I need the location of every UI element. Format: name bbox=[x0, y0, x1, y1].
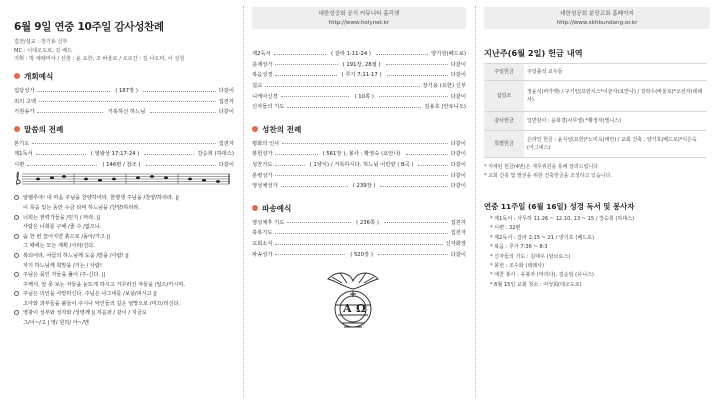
column-divider bbox=[475, 6, 476, 398]
section-bullet-icon bbox=[14, 73, 20, 79]
psalm-line: 주께서, 앞 못 보는 자들을 눈뜨게 하시고 거꾸러진 자들을 /일으/키시며, bbox=[23, 281, 185, 288]
list-item: * 신자들의 기도 : 김태우 (암브로스) bbox=[490, 253, 571, 260]
order-row: 신자들의 기도 김용호 (안토니오) bbox=[252, 104, 466, 111]
circle-marker-icon bbox=[14, 253, 19, 258]
offering-category: 주일헌금 bbox=[484, 64, 524, 81]
list-item: * 제1독서 : 사무하 11:26 ~ 12:10, 13 ~ 15 / 강승희 (하대스) bbox=[490, 216, 635, 222]
officiant-line: MC : 이대오도로, 김 베드 bbox=[14, 47, 73, 54]
psalm-line: 복되어라, 야곱의 하느님께 도움 /받을 /사람! || bbox=[14, 252, 234, 262]
schedule-title: 연중 11주일 (6월 16일) 성경 독서 및 봉사자 bbox=[484, 202, 635, 211]
section-bullet-icon bbox=[14, 126, 20, 132]
svg-text:A: A bbox=[343, 301, 352, 315]
offering-table bbox=[484, 63, 706, 158]
holynet-banner[interactable] bbox=[252, 7, 466, 29]
circle-marker-icon bbox=[14, 195, 19, 200]
order-row: 본기도 집전자 bbox=[14, 140, 234, 147]
order-row: 분병성가 다같이 bbox=[252, 172, 466, 179]
offering-category: 십일조 bbox=[484, 81, 524, 112]
banner-url[interactable]: http://www.skhbundang.or.kr bbox=[556, 19, 638, 26]
table-row bbox=[484, 112, 706, 131]
order-row: 시편 ( 146편 / 창조 ) 다같이 bbox=[14, 162, 234, 169]
banner-title: 대한성공회 공식 커뮤니티 홀리넷 bbox=[318, 11, 400, 17]
section-bullet-icon bbox=[252, 126, 258, 132]
offering-detail: 은라인 헌금 : 윤지성(요한)*노미옥(애린) / 교회 건축 : 양기호(베드로)*이은숙(아그네스) bbox=[524, 131, 706, 158]
alpha-omega-emblem-icon bbox=[320, 265, 386, 331]
section-heading: 말씀의 전례 bbox=[14, 124, 234, 135]
bulletin-column-2 bbox=[252, 0, 466, 403]
section-heading: 성찬의 전례 bbox=[252, 124, 466, 135]
order-row: 니케아신경 ( 10쪽 ) 다같이 bbox=[252, 93, 466, 100]
psalm-line: 그 때에는 모든 계획 /사라/진다. bbox=[23, 243, 95, 250]
psalm-line: 영광이 성부와 성자와 /성령께 || 처음과 / 같이 / 지금도 bbox=[14, 309, 234, 319]
offering-category: 감사헌금 bbox=[484, 112, 524, 131]
bulletin-column-3 bbox=[484, 0, 710, 403]
circle-marker-icon bbox=[14, 291, 19, 296]
bulletin-column-1 bbox=[14, 0, 234, 403]
list-item: * 6월 15일 교회 청소 : 여성회(데오도로) bbox=[490, 281, 582, 288]
order-row: 복음성경 ( 루가 7:11-17 ) 다같이 bbox=[252, 72, 467, 79]
service-title: 6월 9일 연중 10주일 감사성찬례 bbox=[14, 21, 164, 33]
table-row bbox=[484, 131, 706, 158]
table-row bbox=[484, 64, 706, 81]
psalm-line: 알렐루야! 내 마음 주님을 찬양하여라. 한평생 주님을 /찬양/하리라. || bbox=[14, 194, 234, 204]
offering-notes bbox=[484, 163, 710, 180]
circle-marker-icon bbox=[14, 234, 19, 239]
psalm-chant-notation bbox=[14, 171, 232, 187]
order-row: 성찬기도 ( 1양식) / 거룩하시다. 하느님 어린양 ( B곡 ) 다같이 bbox=[252, 162, 466, 169]
psalm-line: 이 목숨 있는 동안 수금 타며 하느님을 /찬양/하리라. bbox=[23, 204, 140, 211]
note-line: * 지체된 헌금(4번)은 재무위원을 통해 알려드립니다. bbox=[484, 164, 600, 170]
order-row: 파송성가 ( 520장 ) 다같이 bbox=[252, 251, 466, 258]
service-officiants bbox=[14, 38, 234, 64]
section-heading: 개회예식 bbox=[14, 71, 234, 82]
order-row: 영성체후 기도 ( 236쪽 ) 집전자 bbox=[252, 219, 467, 226]
offering-detail: 정윤석(마가렛) / 구기일(프란시스*이균자(요안나) / 김락수(바울로)*오선자(데레사) bbox=[524, 81, 706, 112]
circle-marker-icon bbox=[14, 272, 19, 277]
list-item: * 복음 : 루가 7:36 ~ 8:3 bbox=[490, 244, 548, 251]
order-row: 제2독서 ( 갈라 1:11-24 ) 양기원(베드로) bbox=[252, 51, 467, 58]
circle-marker-icon bbox=[14, 215, 19, 220]
offering-detail: 일반감사 : 윤희경(사무엘) *황정자(엘니스) bbox=[524, 112, 706, 131]
psalm-line: 주님은 의인을 사랑하신다. 주님은 나그네를 /보살/피시고 || bbox=[14, 290, 234, 300]
psalm-line: 그/이~/고 | 영/ 원히/ 아~/멘 bbox=[23, 320, 89, 327]
order-row: 설교 장기용 (요한) 신부 bbox=[252, 83, 466, 90]
order-row: 죄의 고백 집전자 bbox=[14, 98, 234, 105]
offering-detail: 주일출석 교우들 bbox=[524, 64, 706, 81]
banner-title: 대한성공회 분당교회 홈페이지 bbox=[560, 11, 634, 17]
psalm-line: 고아와 과부들을 붙들어 주시나 악인들의 길은 엉망으로 /미끄/리신다. bbox=[23, 300, 180, 307]
order-row: 봉헌성가 ( 561장 ), 봉사 : 황영숙 (요안나) 다같이 bbox=[252, 151, 467, 158]
column-divider bbox=[243, 6, 244, 398]
psalm-line: 주님은 묶인 자들을 풀어 /주-신다. || bbox=[14, 271, 234, 281]
section-heading: 파송예식 bbox=[252, 203, 466, 214]
schedule-list bbox=[484, 215, 710, 290]
officiant-line: 집전/설교 : 장기용 신부 bbox=[14, 39, 68, 45]
order-row: 기원송가 거룩하신 하느님 다같이 bbox=[14, 109, 234, 116]
section-bullet-icon bbox=[252, 205, 258, 211]
offering-category: 특별헌금 bbox=[484, 131, 524, 158]
parish-homepage-banner[interactable] bbox=[484, 7, 710, 29]
table-row bbox=[484, 81, 706, 112]
psalm-line: 너희는 권력가들을 /믿지 / 마라. || bbox=[14, 214, 234, 224]
order-row: 평화의 인사 다같이 bbox=[252, 140, 466, 147]
note-line: * 교회 건축 및 발전을 위한 건축헌금을 조성하고 있습니다. bbox=[484, 172, 612, 179]
order-row: 제1독서 ( 열왕상 17:17-24 ) 강승희 (하대스) bbox=[14, 151, 234, 158]
order-row: 교회소식 신자화장 bbox=[252, 241, 466, 248]
offering-title: 지난주(6월 2일) 헌금 내역 bbox=[484, 48, 583, 58]
order-row: 입당성가 ( 187장 ) 다같이 bbox=[14, 88, 234, 95]
list-item: * 봉헌 : 조수화 (데레사) bbox=[490, 263, 545, 270]
svg-text:Ω: Ω bbox=[356, 301, 366, 315]
order-row: 축복기도 집전자 bbox=[252, 230, 466, 237]
list-item: * 제2독서 : 갈라 2:15 ~ 21 / 양기호 (베드로) bbox=[490, 234, 595, 241]
order-row: 층계성가 ( 191장, 28절 ) 다같이 bbox=[252, 61, 466, 68]
psalm-line: 사람은 너희를 구해 /줄 수 /없으니. bbox=[23, 224, 102, 231]
psalm-line: 숨 한 번 끊어지면 흙으로 /돌아/가고 || bbox=[14, 233, 234, 243]
list-item: * 시편 : 32편 bbox=[490, 225, 521, 232]
circle-marker-icon bbox=[14, 310, 19, 315]
psalm-verses bbox=[14, 194, 234, 328]
order-row: 영성체성가 ( 239장 ) 다같이 bbox=[252, 183, 466, 190]
psalm-line: 자기 하느님께 희망을 /거는 / 사람! bbox=[23, 262, 102, 269]
officiant-line: 지휘 : 박 예레미야 / 선창 : 윤 요한, 조 바울로 / 오르간 : 김 나오미, 이 성원 bbox=[14, 56, 185, 63]
list-item: * 애찬 봉사 : 유봉자 (마리다), 김순임 (유니스) bbox=[490, 272, 594, 279]
banner-url[interactable]: http://www.holynet.kr bbox=[328, 19, 390, 26]
